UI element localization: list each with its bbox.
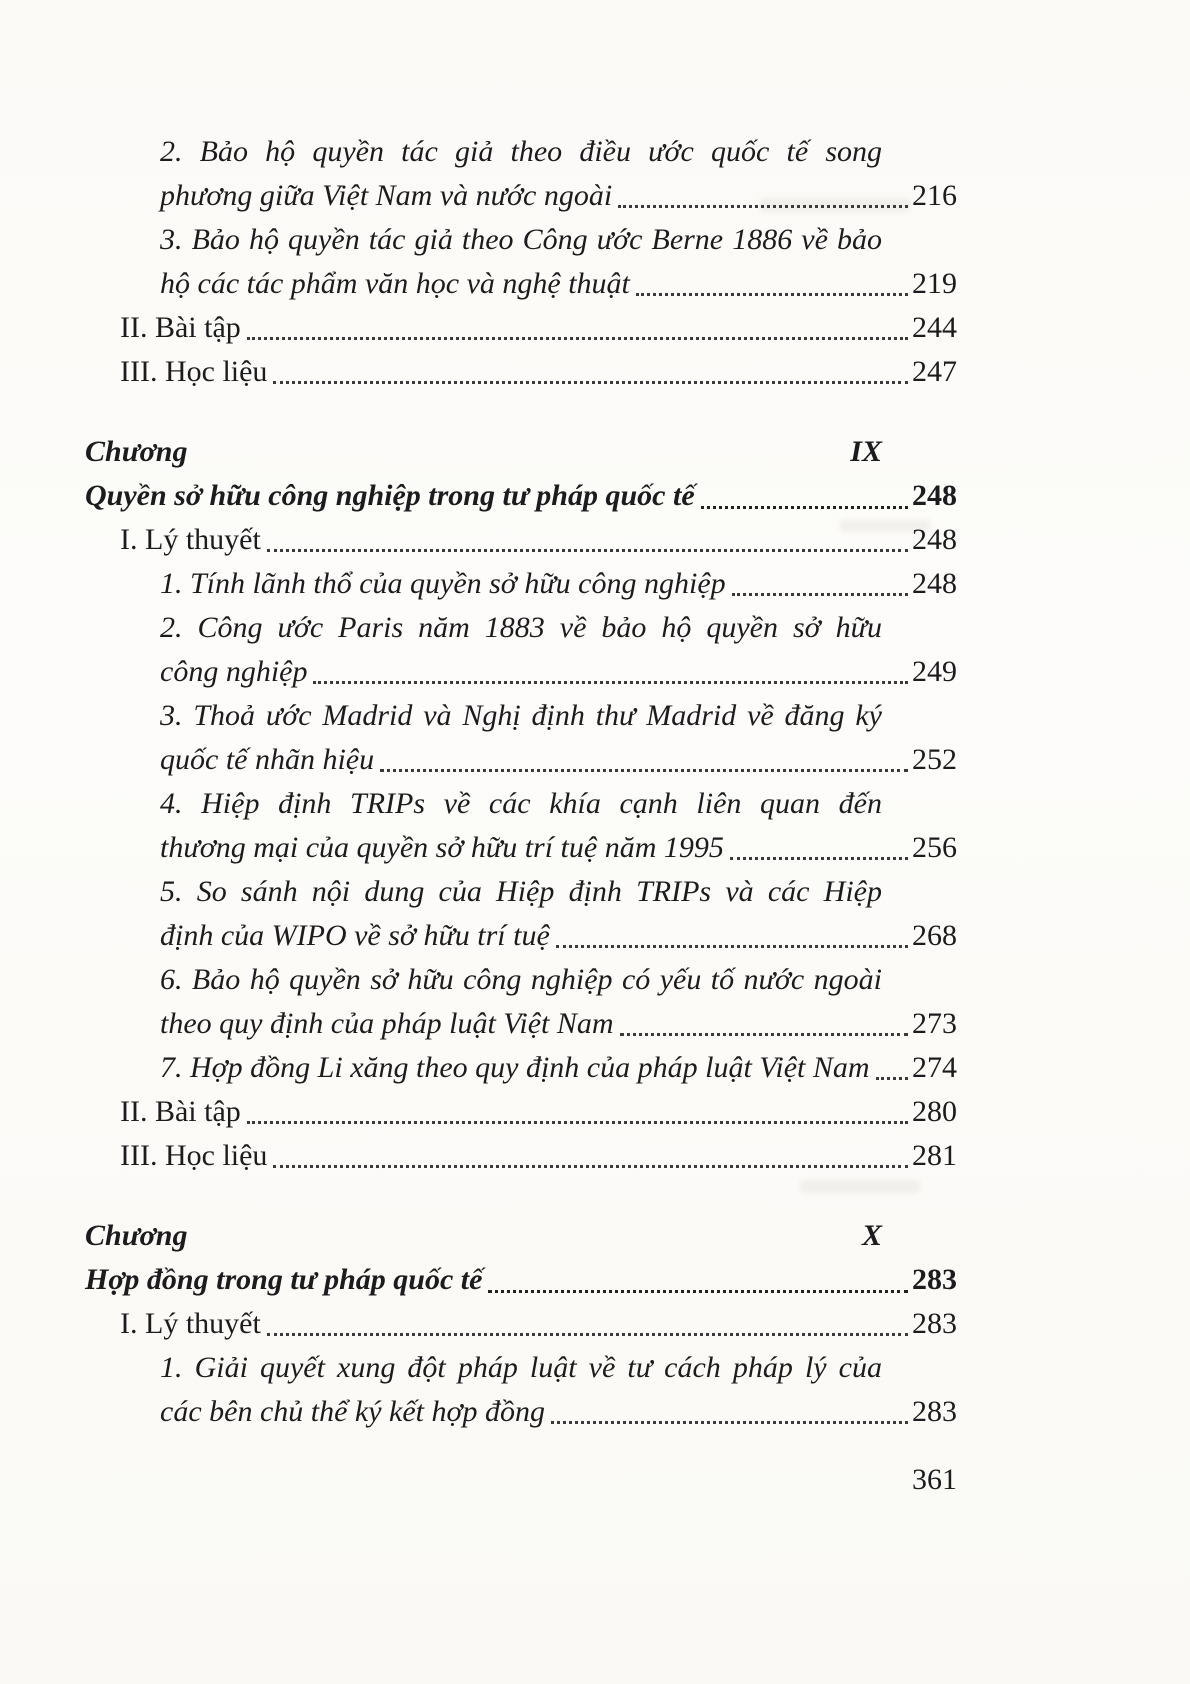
- toc-line: [120, 1090, 957, 1134]
- toc-line: [160, 782, 957, 826]
- toc-entry: [85, 1346, 957, 1434]
- toc-entry: [85, 518, 957, 562]
- toc-line: [85, 474, 957, 518]
- toc-line: [120, 1134, 957, 1178]
- toc-entry-text: II. Bài tập: [120, 1095, 241, 1128]
- toc-page-ref: 219: [912, 267, 957, 300]
- toc-page-ref: 248: [912, 479, 957, 512]
- dot-leader: [273, 1165, 908, 1168]
- toc-line: [85, 1258, 957, 1302]
- toc-line: [160, 1002, 957, 1046]
- dot-leader: [267, 1333, 908, 1336]
- toc-entry: [85, 1258, 957, 1302]
- toc-line: [160, 262, 957, 306]
- toc-entry-text: quốc tế nhãn hiệu: [160, 743, 375, 776]
- toc-line: [160, 826, 957, 870]
- dot-leader: [267, 549, 908, 552]
- toc-entry-text: định của WIPO về sở hữu trí tuệ: [160, 919, 550, 952]
- toc-line: [120, 1302, 957, 1346]
- toc-entry: [85, 306, 957, 350]
- toc-entry-text: theo quy định của pháp luật Việt Nam: [160, 1007, 614, 1040]
- toc-entry-text: I. Lý thuyết: [120, 1307, 261, 1340]
- toc-entry-text: III. Học liệu: [120, 355, 268, 388]
- dot-leader: [701, 506, 908, 509]
- toc-page-ref: 280: [912, 1095, 957, 1128]
- toc-entry: [85, 958, 957, 1046]
- toc-entry-text: hộ các tác phẩm văn học và nghệ thuật: [160, 267, 630, 300]
- toc-entry: [85, 870, 957, 958]
- dot-leader: [636, 293, 908, 296]
- toc-entry-text: 3. Thoả ước Madrid và Nghị định thư Madrid về đăng ký: [160, 699, 882, 732]
- toc-line: [120, 306, 957, 350]
- toc-page-ref: 281: [912, 1139, 957, 1172]
- toc-line: [120, 350, 957, 394]
- dot-leader: [876, 1077, 908, 1080]
- dot-leader: [732, 593, 908, 596]
- toc: [85, 130, 957, 1434]
- dot-leader: [618, 205, 908, 208]
- dot-leader: [730, 857, 908, 860]
- toc-entry: [85, 1090, 957, 1134]
- dot-leader: [247, 1121, 908, 1124]
- toc-line: [160, 694, 957, 738]
- toc-line: [160, 914, 957, 958]
- toc-entry: [85, 562, 957, 606]
- toc-entry: [85, 1214, 957, 1258]
- toc-line: [160, 562, 957, 606]
- toc-entry-text: 3. Bảo hộ quyền tác giả theo Công ước Berne 1886 về bảo: [160, 223, 882, 256]
- toc-page-ref: 283: [912, 1395, 957, 1428]
- toc-page-ref: 252: [912, 743, 957, 776]
- toc-entry-text: Hợp đồng trong tư pháp quốc tế: [85, 1263, 483, 1296]
- toc-entry-text: 5. So sánh nội dung của Hiệp định TRIPs và các Hiệp: [160, 875, 882, 908]
- toc-entry: [85, 474, 957, 518]
- toc-entry: [85, 218, 957, 306]
- toc-line: [160, 130, 957, 174]
- toc-entry-text: 1. Giải quyết xung đột pháp luật về tư cách pháp lý của: [160, 1351, 882, 1384]
- toc-entry: [85, 782, 957, 870]
- toc-page-ref: 283: [912, 1307, 957, 1340]
- toc-entry-text: 2. Công ước Paris năm 1883 về bảo hộ quyền sở hữu: [160, 611, 882, 644]
- dot-leader: [247, 337, 908, 340]
- toc-line: [85, 430, 957, 474]
- toc-entry-text: 4. Hiệp định TRIPs về các khía cạnh liên quan đến: [160, 787, 882, 820]
- toc-entry-text: I. Lý thuyết: [120, 523, 261, 556]
- toc-entry-text: các bên chủ thể ký kết hợp đồng: [160, 1395, 546, 1428]
- dot-leader: [551, 1421, 908, 1424]
- toc-line: [160, 218, 957, 262]
- toc-entry-text: Chương IX: [85, 435, 882, 468]
- toc-page-ref: 248: [912, 567, 957, 600]
- toc-entry-text: 6. Bảo hộ quyền sở hữu công nghiệp có yếu tố nước ngoài: [160, 963, 882, 996]
- toc-entry: [85, 606, 957, 694]
- toc-line: [160, 1390, 957, 1434]
- toc-page-ref: 249: [912, 655, 957, 688]
- toc-entry-text: 2. Bảo hộ quyền tác giả theo điều ước quốc tế song: [160, 135, 882, 168]
- toc-page-ref: 256: [912, 831, 957, 864]
- toc-entry: [85, 1134, 957, 1178]
- section-gap: [85, 1178, 957, 1214]
- toc-page-ref: 268: [912, 919, 957, 952]
- toc-line: [120, 518, 957, 562]
- dot-leader: [556, 945, 908, 948]
- toc-entry-text: III. Học liệu: [120, 1139, 268, 1172]
- toc-page-ref: 273: [912, 1007, 957, 1040]
- toc-line: [85, 1214, 957, 1258]
- toc-entry-text: phương giữa Việt Nam và nước ngoài: [160, 179, 613, 212]
- toc-entry-text: thương mại của quyền sở hữu trí tuệ năm 1995: [160, 831, 724, 864]
- toc-line: [160, 650, 957, 694]
- toc-line: [160, 870, 957, 914]
- toc-entry: [85, 430, 957, 474]
- toc-entry: [85, 694, 957, 782]
- toc-entry-text: Quyền sở hữu công nghiệp trong tư pháp quốc tế: [85, 479, 695, 512]
- dot-leader: [488, 1290, 908, 1293]
- toc-page-ref: 216: [912, 179, 957, 212]
- toc-line: [160, 958, 957, 1002]
- toc-line: [160, 174, 957, 218]
- toc-page-ref: 244: [912, 311, 957, 344]
- toc-entry-text: 7. Hợp đồng Li xăng theo quy định của pháp luật Việt Nam: [160, 1051, 870, 1084]
- toc-entry: [85, 350, 957, 394]
- toc-page-ref: 274: [912, 1051, 957, 1084]
- dot-leader: [380, 769, 908, 772]
- toc-page-ref: 247: [912, 355, 957, 388]
- toc-entry: [85, 1302, 957, 1346]
- toc-entry: [85, 1046, 957, 1090]
- toc-entry-text: II. Bài tập: [120, 311, 241, 344]
- dot-leader: [620, 1033, 908, 1036]
- section-gap: [85, 394, 957, 430]
- page-number: 361: [912, 1463, 957, 1496]
- toc-page-ref: 248: [912, 523, 957, 556]
- toc-page-ref: 283: [912, 1263, 957, 1296]
- dot-leader: [273, 381, 908, 384]
- toc-entry-text: Chương X: [85, 1219, 882, 1252]
- toc-entry: [85, 130, 957, 218]
- toc-line: [160, 1046, 957, 1090]
- toc-line: [160, 1346, 957, 1390]
- toc-entry-text: 1. Tính lãnh thổ của quyền sở hữu công nghiệp: [160, 567, 726, 600]
- toc-line: [160, 606, 957, 650]
- toc-line: [160, 738, 957, 782]
- dot-leader: [313, 681, 908, 684]
- toc-entry-text: công nghiệp: [160, 655, 308, 688]
